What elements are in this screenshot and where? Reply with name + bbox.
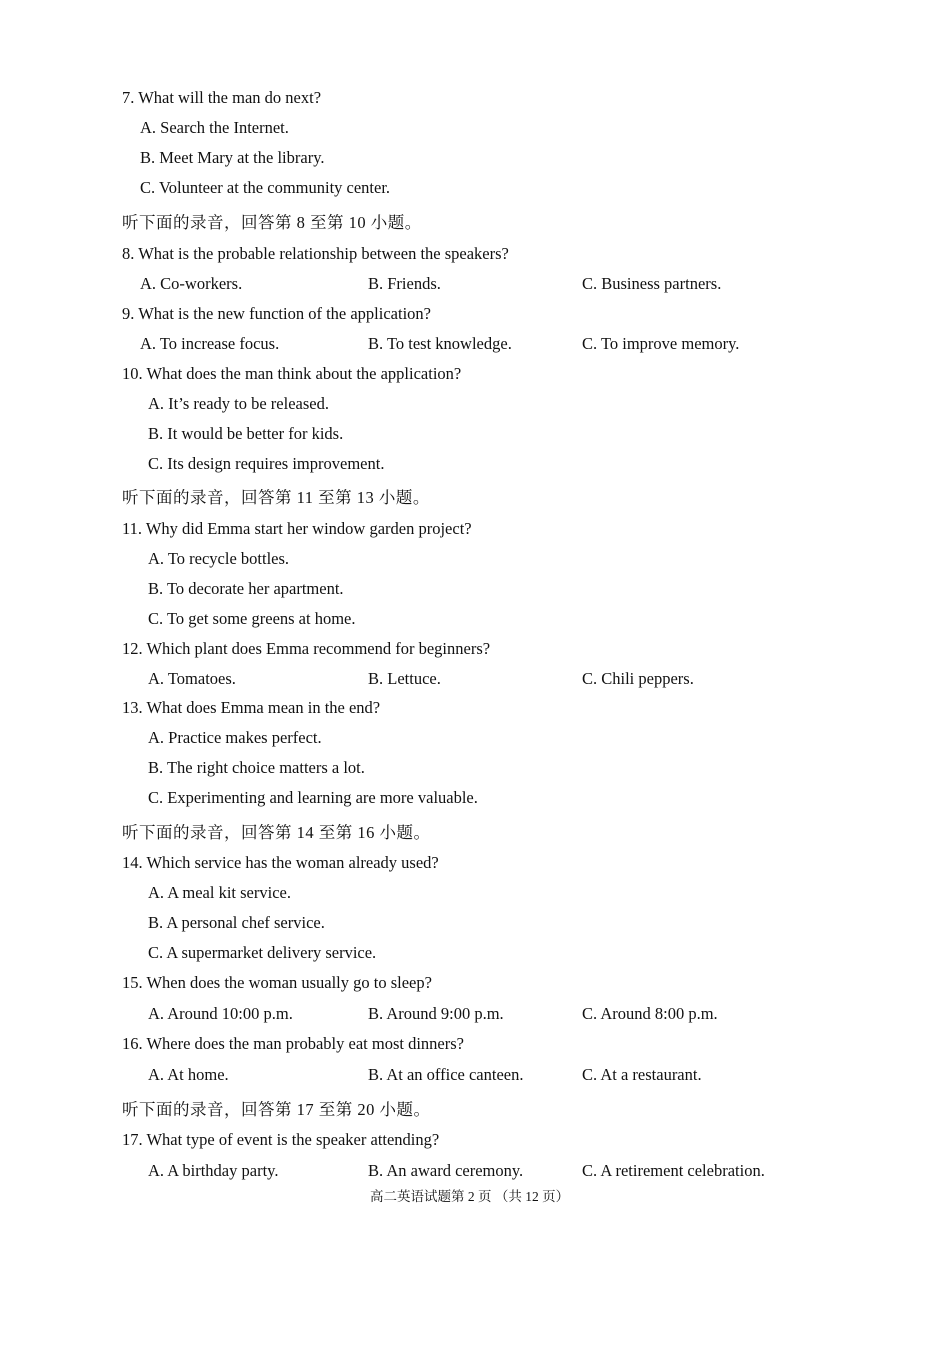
question-14: 14. Which service has the woman already used? bbox=[122, 853, 439, 872]
question-9: 9. What is the new function of the application? bbox=[122, 304, 431, 323]
question-11: 11. Why did Emma start her window garden project? bbox=[122, 519, 472, 538]
option-9c: C. To improve memory. bbox=[582, 334, 740, 353]
option-11a: A. To recycle bottles. bbox=[148, 549, 290, 568]
question-13: 13. What does Emma mean in the end? bbox=[122, 698, 381, 717]
option-8a: A. Co-workers. bbox=[140, 274, 243, 293]
option-9a: A. To increase focus. bbox=[140, 334, 280, 353]
option-7a: A. Search the Internet. bbox=[140, 118, 289, 137]
question-15: 15. When does the woman usually go to sleep? bbox=[122, 973, 432, 992]
option-11b: B. To decorate her apartment. bbox=[148, 579, 344, 598]
question-7: 7. What will the man do next? bbox=[122, 88, 322, 107]
option-14b: B. A personal chef service. bbox=[148, 913, 325, 932]
question-8: 8. What is the probable relationship between the speakers? bbox=[122, 244, 509, 263]
option-15a: A. Around 10:00 p.m. bbox=[148, 1004, 293, 1023]
question-17: 17. What type of event is the speaker attending? bbox=[122, 1130, 440, 1149]
option-14c: C. A supermarket delivery service. bbox=[148, 943, 377, 962]
option-14a: A. A meal kit service. bbox=[148, 883, 291, 902]
option-15c: C. Around 8:00 p.m. bbox=[582, 1004, 718, 1023]
section-heading-8-10: 听下面的录音，回答第 8 至第 10 小题。 bbox=[122, 213, 422, 232]
option-17c: C. A retirement celebration. bbox=[582, 1161, 765, 1180]
option-7b: B. Meet Mary at the library. bbox=[140, 148, 325, 167]
option-12c: C. Chili peppers. bbox=[582, 669, 694, 688]
option-13b: B. The right choice matters a lot. bbox=[148, 758, 365, 777]
option-17b: B. An award ceremony. bbox=[368, 1161, 524, 1180]
option-10b: B. It would be better for kids. bbox=[148, 424, 344, 443]
option-7c: C. Volunteer at the community center. bbox=[140, 178, 391, 197]
option-10c: C. Its design requires improvement. bbox=[148, 454, 385, 473]
option-8b: B. Friends. bbox=[368, 274, 441, 293]
question-16: 16. Where does the man probably eat most dinners? bbox=[122, 1034, 464, 1053]
question-12: 12. Which plant does Emma recommend for beginners? bbox=[122, 639, 491, 658]
option-9b: B. To test knowledge. bbox=[368, 334, 512, 353]
option-12a: A. Tomatoes. bbox=[148, 669, 236, 688]
question-10: 10. What does the man think about the application? bbox=[122, 364, 462, 383]
option-15b: B. Around 9:00 p.m. bbox=[368, 1004, 504, 1023]
option-12b: B. Lettuce. bbox=[368, 669, 441, 688]
option-10a: A. It’s ready to be released. bbox=[148, 394, 329, 413]
page-footer: 高二英语试题第 2 页 （共 12 页） bbox=[370, 1189, 570, 1204]
option-16a: A. At home. bbox=[148, 1065, 229, 1084]
section-heading-11-13: 听下面的录音，回答第 11 至第 13 小题。 bbox=[122, 488, 430, 507]
section-heading-17-20: 听下面的录音，回答第 17 至第 20 小题。 bbox=[122, 1100, 431, 1119]
option-11c: C. To get some greens at home. bbox=[148, 609, 356, 628]
option-8c: C. Business partners. bbox=[582, 274, 722, 293]
option-17a: A. A birthday party. bbox=[148, 1161, 279, 1180]
option-16c: C. At a restaurant. bbox=[582, 1065, 702, 1084]
option-13c: C. Experimenting and learning are more valuable. bbox=[148, 788, 478, 807]
option-16b: B. At an office canteen. bbox=[368, 1065, 524, 1084]
option-13a: A. Practice makes perfect. bbox=[148, 728, 322, 747]
section-heading-14-16: 听下面的录音，回答第 14 至第 16 小题。 bbox=[122, 823, 431, 842]
